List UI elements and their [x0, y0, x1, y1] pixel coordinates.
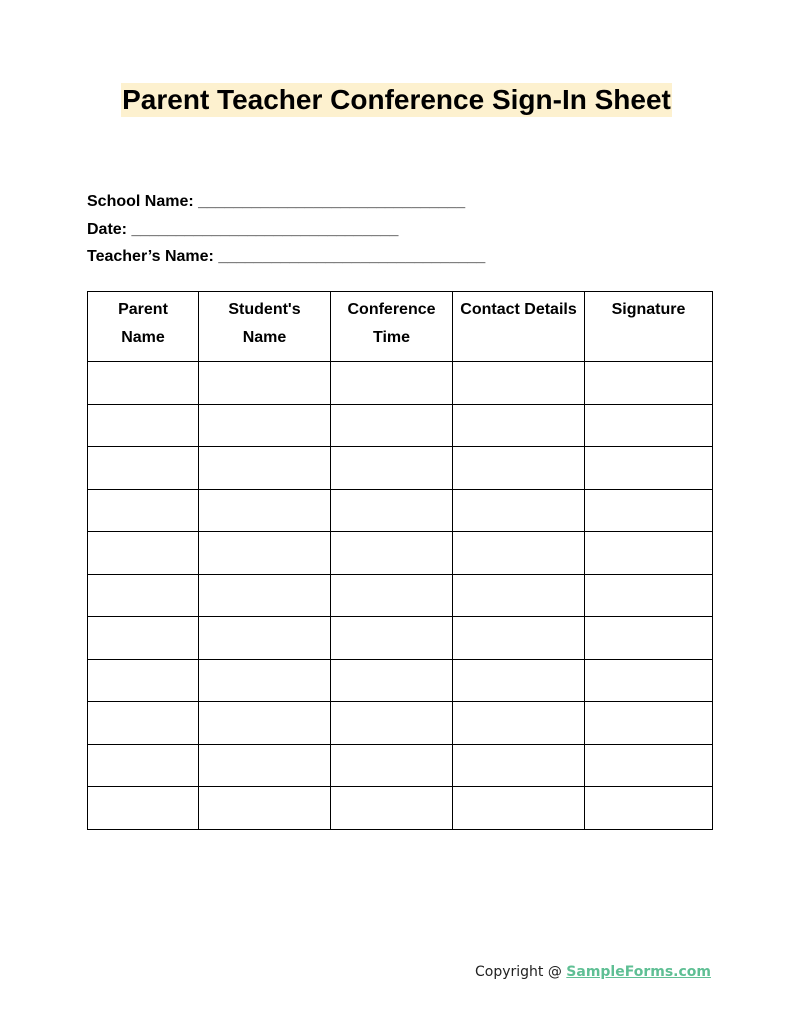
cell-contact-details[interactable]: [453, 532, 585, 575]
table-row: [88, 617, 713, 660]
cell-parent-name[interactable]: [88, 702, 199, 745]
cell-parent-name[interactable]: [88, 574, 199, 617]
school-name-label: School Name:: [87, 193, 194, 210]
header-row: [88, 292, 713, 362]
header-parent-name-line1: Parent: [118, 301, 168, 318]
cell-parent-name[interactable]: [88, 447, 199, 490]
cell-conference-time[interactable]: [331, 447, 453, 490]
cell-student-name[interactable]: [199, 744, 331, 787]
cell-signature[interactable]: [585, 447, 713, 490]
cell-signature[interactable]: [585, 574, 713, 617]
form-fields: [87, 192, 485, 275]
cell-parent-name[interactable]: [88, 744, 199, 787]
cell-signature[interactable]: [585, 617, 713, 660]
table-row: [88, 362, 713, 405]
cell-signature[interactable]: [585, 787, 713, 830]
teacher-name-field: [87, 247, 485, 275]
cell-conference-time[interactable]: [331, 362, 453, 405]
header-parent-name-line2: Name: [121, 329, 165, 346]
cell-student-name[interactable]: [199, 404, 331, 447]
cell-conference-time[interactable]: [331, 659, 453, 702]
cell-contact-details[interactable]: [453, 404, 585, 447]
cell-signature[interactable]: [585, 659, 713, 702]
table-row: [88, 702, 713, 745]
cell-signature[interactable]: [585, 404, 713, 447]
header-student-name: [199, 292, 331, 362]
cell-contact-details[interactable]: [453, 702, 585, 745]
cell-contact-details[interactable]: [453, 744, 585, 787]
table-row: [88, 404, 713, 447]
cell-contact-details[interactable]: [453, 659, 585, 702]
cell-signature[interactable]: [585, 489, 713, 532]
header-contact-details: [453, 292, 585, 362]
cell-student-name[interactable]: [199, 574, 331, 617]
cell-student-name[interactable]: [199, 532, 331, 575]
header-signature-line1: Signature: [611, 301, 686, 318]
table-row: [88, 744, 713, 787]
cell-student-name[interactable]: [199, 787, 331, 830]
cell-conference-time[interactable]: [331, 744, 453, 787]
date-blank[interactable]: ______________________________: [131, 220, 399, 238]
cell-parent-name[interactable]: [88, 617, 199, 660]
header-parent-name: [88, 292, 199, 362]
teacher-name-blank[interactable]: ______________________________: [218, 248, 486, 265]
table-row: [88, 574, 713, 617]
cell-conference-time[interactable]: [331, 574, 453, 617]
table-row: [88, 659, 713, 702]
sign-in-table: [87, 291, 713, 830]
cell-parent-name[interactable]: [88, 362, 199, 405]
cell-conference-time[interactable]: [331, 489, 453, 532]
page-title: Parent Teacher Conference Sign-In Sheet: [122, 84, 671, 115]
cell-conference-time[interactable]: [331, 532, 453, 575]
cell-parent-name[interactable]: [88, 404, 199, 447]
table-row: [88, 489, 713, 532]
table-row: [88, 532, 713, 575]
footer-copyright: [475, 964, 711, 980]
header-student-name-line2: Name: [242, 329, 287, 346]
teacher-name-label: Teacher’s Name:: [87, 248, 214, 265]
cell-contact-details[interactable]: [453, 447, 585, 490]
cell-conference-time[interactable]: [331, 702, 453, 745]
school-name-field: [87, 192, 485, 220]
copyright-text: Copyright @: [474, 964, 562, 980]
header-contact-details-line1: Contact Details: [460, 301, 577, 318]
sampleforms-link[interactable]: SampleForms.com: [566, 964, 711, 980]
cell-parent-name[interactable]: [88, 489, 199, 532]
cell-student-name[interactable]: [199, 702, 331, 745]
cell-signature[interactable]: [585, 744, 713, 787]
cell-parent-name[interactable]: [88, 787, 199, 830]
cell-parent-name[interactable]: [88, 532, 199, 575]
cell-conference-time[interactable]: [331, 787, 453, 830]
cell-contact-details[interactable]: [453, 362, 585, 405]
cell-parent-name[interactable]: [88, 659, 199, 702]
cell-signature[interactable]: [585, 362, 713, 405]
cell-contact-details[interactable]: [453, 787, 585, 830]
cell-student-name[interactable]: [199, 447, 331, 490]
header-signature: [585, 292, 713, 362]
cell-contact-details[interactable]: [453, 489, 585, 532]
cell-contact-details[interactable]: [453, 617, 585, 660]
cell-student-name[interactable]: [199, 659, 331, 702]
cell-conference-time[interactable]: [331, 404, 453, 447]
header-conference-time-line2: Time: [372, 329, 411, 346]
table-row: [88, 447, 713, 490]
date-label: Date:: [87, 220, 128, 238]
cell-signature[interactable]: [585, 702, 713, 745]
header-student-name-line1: Student's: [228, 301, 301, 318]
cell-student-name[interactable]: [199, 489, 331, 532]
cell-signature[interactable]: [585, 532, 713, 575]
date-field: [87, 220, 485, 248]
cell-conference-time[interactable]: [331, 617, 453, 660]
table-body: [88, 362, 713, 830]
table-row: [88, 787, 713, 830]
title-container: [0, 83, 793, 117]
header-conference-time: [331, 292, 453, 362]
cell-student-name[interactable]: [199, 617, 331, 660]
cell-student-name[interactable]: [199, 362, 331, 405]
cell-contact-details[interactable]: [453, 574, 585, 617]
header-conference-time-line1: Conference: [347, 301, 436, 318]
school-name-blank[interactable]: ______________________________: [198, 193, 466, 210]
